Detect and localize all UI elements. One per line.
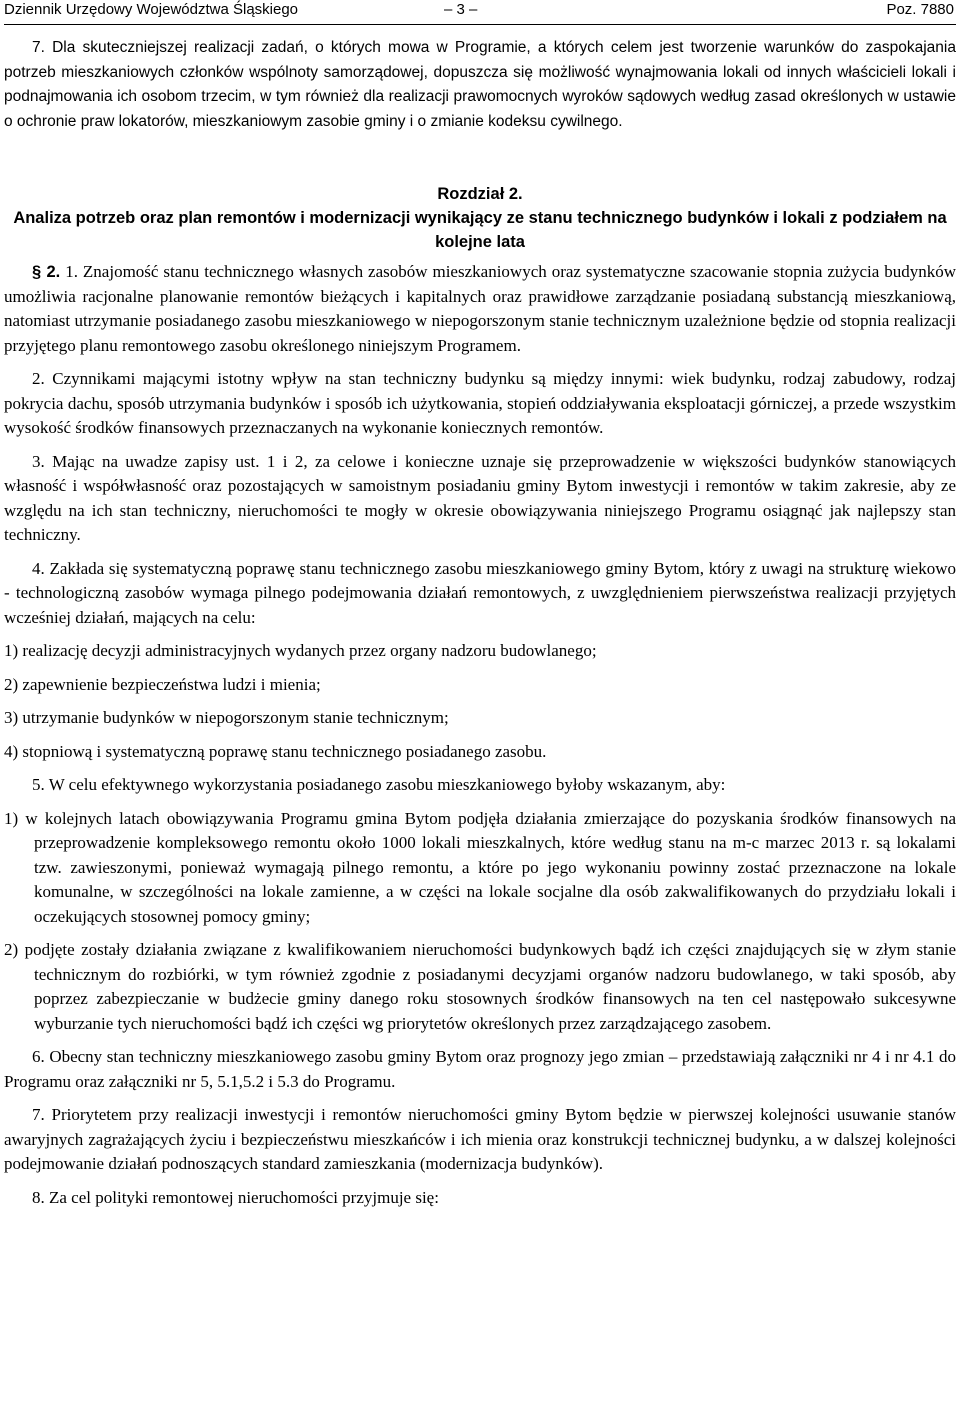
list-item: 2) podjęte zostały działania związane z kwalifikowaniem nieruchomości budynkowych bądź ich części znajdujących się w złym stanie technicznym do rozbiórki, w tym również zgodnie z posiadanymi decyzjami organów nadzoru budowlanego, w taki sposób, aby poprzez zabezpieczanie w budżecie gminy danego roku stosownych środków finansowych na ten cel następowało sukcesywne wyburzanie tych nieruchomości bądź ich części wg priorytetów określonych przez zarządzającego zasobem. bbox=[4, 940, 956, 1033]
page-number: – 3 – bbox=[444, 1, 478, 18]
position-number: Poz. 7880 bbox=[886, 1, 954, 18]
page-header bbox=[4, 0, 956, 25]
chapter-number: Rozdział 2. bbox=[437, 185, 523, 203]
section-2-paragraph-5: 5. W celu efektywnego wykorzystania posiadanego zasobu mieszkaniowego byłoby wskazanym, aby: bbox=[32, 775, 726, 794]
section-2-paragraph-3: 3. Mając na uwadze zapisy ust. 1 i 2, za celowe i konieczne uznaje się przeprowadzenie w większości budynków stanowiących własność i współwłasność oraz pozostających w samoistnym posiadaniu gminy Bytom inwestycji i remontów w takim zakresie, aby ze względu na ich stan techniczny, nieruchomości te mogły w okresie obowiązywania niniejszego Programu osiągnąć jak najlepszy stan techniczny. bbox=[4, 451, 956, 544]
paragraph-7-intro: 7. Dla skuteczniejszej realizacji zadań, o których mowa w Programie, a których celem jest tworzenie warunków do zaspokajania potrzeb mieszkaniowych członków wspólnoty samorządowej, dopuszcza się możliwość wynajmowania lokali od innych właścicieli lokali i podnajmowania ich osobom trzecim, w tym również dla realizacji prawomocnych wyroków sądowych według zasad określonych w ustawie o ochronie praw lokatorów, mieszkaniowym zasobie gminy i o zmianie kodeksu cywilnego. bbox=[4, 39, 956, 130]
section-2-paragraph-6: 6. Obecny stan techniczny mieszkaniowego zasobu gminy Bytom oraz prognozy jego zmian – przedstawiają załączniki nr 4 i nr 4.1 do Programu oraz załączniki nr 5, 5.1,5.2 i 5.3 do Programu. bbox=[4, 1047, 956, 1091]
section-2-paragraph-1-text: 1. Znajomość stanu technicznego własnych zasobów mieszkaniowych oraz systematyczne szacowanie stopnia zużycia budynków umożliwia racjonalne planowanie remontów bieżących i kapitalnych oraz prawidłowe zarządzanie posiadaną substancją mieszkaniową, natomiast utrzymanie posiadanego zasobu mieszkaniowego w niepogorszonym stanie technicznym uzależnione będzie od stopnia realizacji przyjętego planu remontowego zasobu określonego niniejszym Programem. bbox=[4, 262, 956, 355]
section-2-paragraph-8: 8. Za cel polityki remontowej nieruchomości przyjmuje się: bbox=[32, 1187, 439, 1207]
section-2-paragraph-4: 4. Zakłada się systematyczną poprawę stanu technicznego zasobu mieszkaniowego gminy Bytom, który z uwagi na strukturę wiekowo - technologiczną zasobów wymaga pilnego podejmowania działań remontowych, z uwzględnieniem pierwszeństwa realizacji przyjętych wcześniej działań, mających na celu: bbox=[4, 558, 956, 627]
chapter-title: Analiza potrzeb oraz plan remontów i modernizacji wynikający ze stanu technicznego budynków i lokali z podziałem na kolejne lata bbox=[13, 209, 947, 251]
list-item: 2) zapewnienie bezpieczeństwa ludzi i mienia; bbox=[4, 674, 321, 694]
list-item: 3) utrzymanie budynków w niepogorszonym stanie technicznym; bbox=[4, 708, 449, 727]
section-sign: § 2. bbox=[32, 263, 61, 281]
section-2-paragraph-1 bbox=[4, 260, 956, 358]
list-item: 1) realizację decyzji administracyjnych wydanych przez organy nadzoru budowlanego; bbox=[4, 641, 597, 660]
list-item: 1) w kolejnych latach obowiązywania Programu gmina Bytom podjęła działania zmierzające do pozyskania środków finansowych na przeprowadzenie kompleksowego remontu około 1000 lokali mieszkalnych, które według stanu na m-c marzec 2013 r. są lokalami tzw. zawieszonymi, ponieważ wymagają pilnego remontu, a które po jego wykonaniu powinny zostać przeznaczone na lokale komunalne, w szczególności na lokale zamienne, a w części na lokale socjalne dla osób zakwalifikowanych do przydziału lokali i oczekujących stosownej pomocy gminy; bbox=[4, 808, 956, 926]
section-2-paragraph-7: 7. Priorytetem przy realizacji inwestycji i remontów nieruchomości gminy Bytom będzie w pierwszej kolejności usuwanie stanów awaryjnych zagrażających życiu i bezpieczeństwu mieszkańców i ich mienia oraz konstrukcji technicznej budynku, a w dalszej kolejności podejmowanie działań podnoszących standard zamieszkania (modernizacja budynków). bbox=[4, 1105, 956, 1173]
page-content bbox=[4, 36, 956, 1210]
section-2-paragraph-2: 2. Czynnikami mającymi istotny wpływ na stan techniczny budynku są między innymi: wiek budynku, rodzaj zabudowy, rodzaj pokrycia dachu, sposób utrzymania budynków i sposób ich użytkowania, stopień oddziaływania eksploatacji górniczej, a przede wszystkim wysokość środków finansowych przeznaczanych na wykonanie koniecznych remontów. bbox=[4, 369, 956, 437]
journal-title: Dziennik Urzędowy Województwa Śląskiego bbox=[4, 1, 299, 18]
list-item: 4) stopniową i systematyczną poprawę stanu technicznego posiadanego zasobu. bbox=[4, 741, 547, 761]
